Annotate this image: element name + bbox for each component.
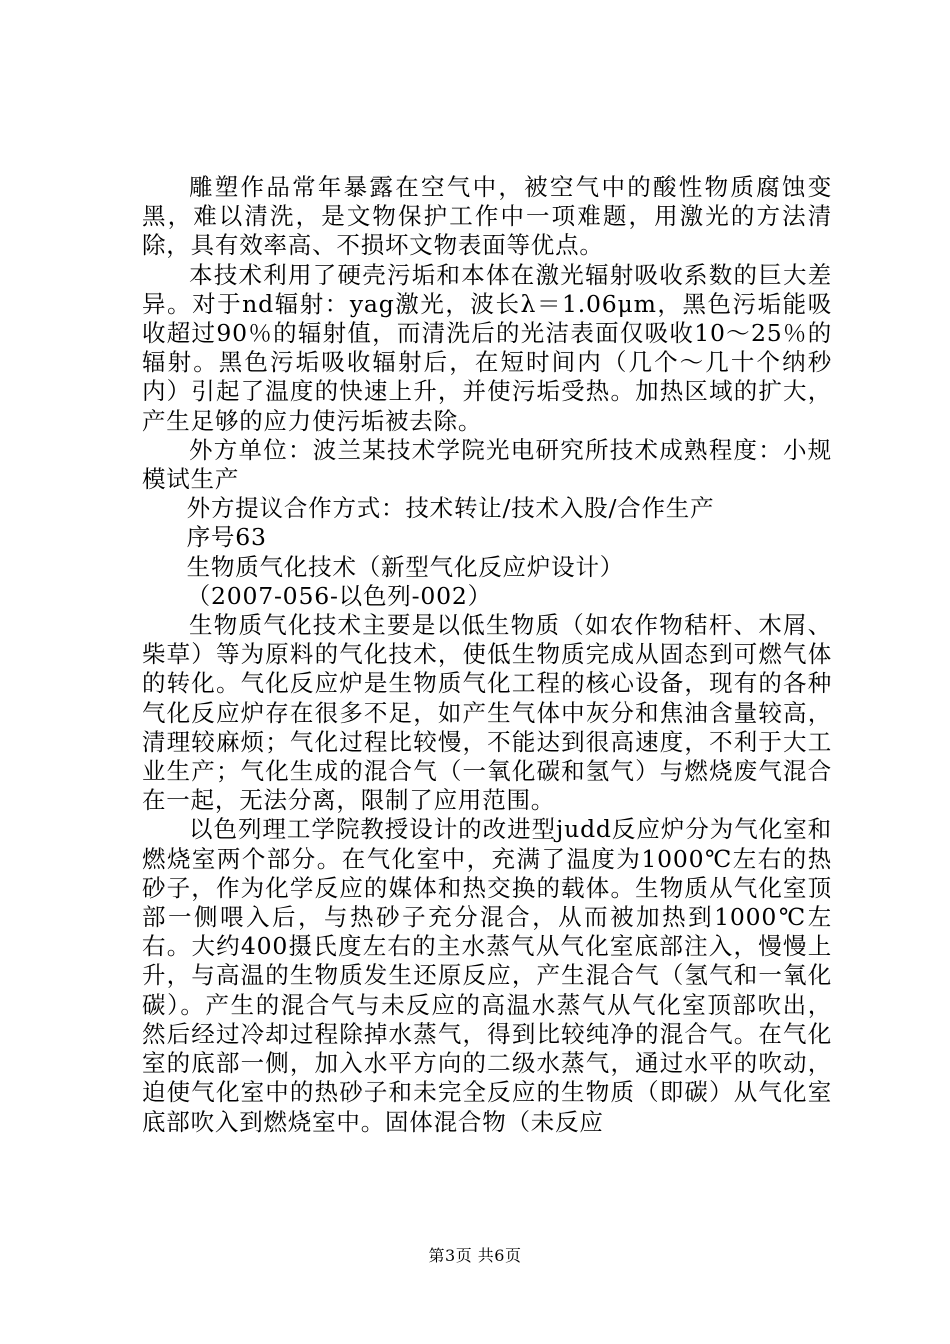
paragraph-judd-reactor: 以色列理工学院教授设计的改进型judd反应炉分为气化室和燃烧室两个部分。在气化室中，充满了温度为1000℃左右的热砂子，作为化学反应的媒体和热交换的载体。生物质从气化室顶部一侧喂入后，与热砂子充分混合，从而被加热到1000℃左右。大约400摄氏度左右的主水蒸气从气化室底部注入，慢慢上升，与高温的生物质发生还原反应，产生混合气（氢气和一氧化碳）。产生的混合气与未反应的高温水蒸气从气化室顶部吹出，然后经过冷却过程除掉水蒸气，得到比较纯净的混合气。在气化室的底部一侧，加入水平方向的二级水蒸气，通过水平的吹动，迫使气化室中的热砂子和未完全反应的生物质（即碳）从气化室底部吹入到燃烧室中。固体混合物（未反应 (142, 815, 832, 1136)
paragraph-foreign-unit: 外方单位：波兰某技术学院光电研究所技术成熟程度：小规模试生产 (142, 435, 832, 494)
paragraph-section-title: 生物质气化技术（新型气化反应炉设计） (186, 552, 625, 581)
paragraph-laser-technique: 本技术利用了硬壳污垢和本体在激光辐射吸收系数的巨大差异。对于nd辐射：yag激光，波长λ＝1.06μm，黑色污垢能吸收超过90％的辐射值，而清洗后的光洁表面仅吸收10～25％的辐射。黑色污垢吸收辐射后，在短时间内（几个～几十个纳秒内）引起了温度的快速上升，并使污垢受热。加热区域的扩大，产生足够的应力使污垢被去除。 (142, 260, 832, 435)
paragraph-sculpture-cleaning: 雕塑作品常年暴露在空气中，被空气中的酸性物质腐蚀变黑，难以清洗，是文物保护工作中一项难题，用激光的方法清除，具有效率高、不损坏文物表面等优点。 (142, 173, 832, 260)
paragraph-serial-number: 序号63 (186, 523, 267, 552)
paragraph-biomass-gasification: 生物质气化技术主要是以低生物质（如农作物秸杆、木屑、柴草）等为原料的气化技术，使低生物质完成从固态到可燃气体的转化。气化反应炉是生物质气化工程的核心设备，现有的各种气化反应炉存在很多不足，如产生气体中灰分和焦油含量较高，清理较麻烦；气化过程比较慢，不能达到很高速度，不利于大工业生产；气化生成的混合气（一氧化碳和氢气）与燃烧废气混合在一起，无法分离，限制了应用范围。 (142, 611, 832, 815)
document-body (142, 173, 832, 1137)
page-footer: 第3页 共6页 (428, 1246, 522, 1265)
paragraph-project-code: （2007-056-以色列-002） (186, 581, 492, 610)
paragraph-cooperation-mode: 外方提议合作方式：技术转让/技术入股/合作生产 (186, 494, 715, 523)
